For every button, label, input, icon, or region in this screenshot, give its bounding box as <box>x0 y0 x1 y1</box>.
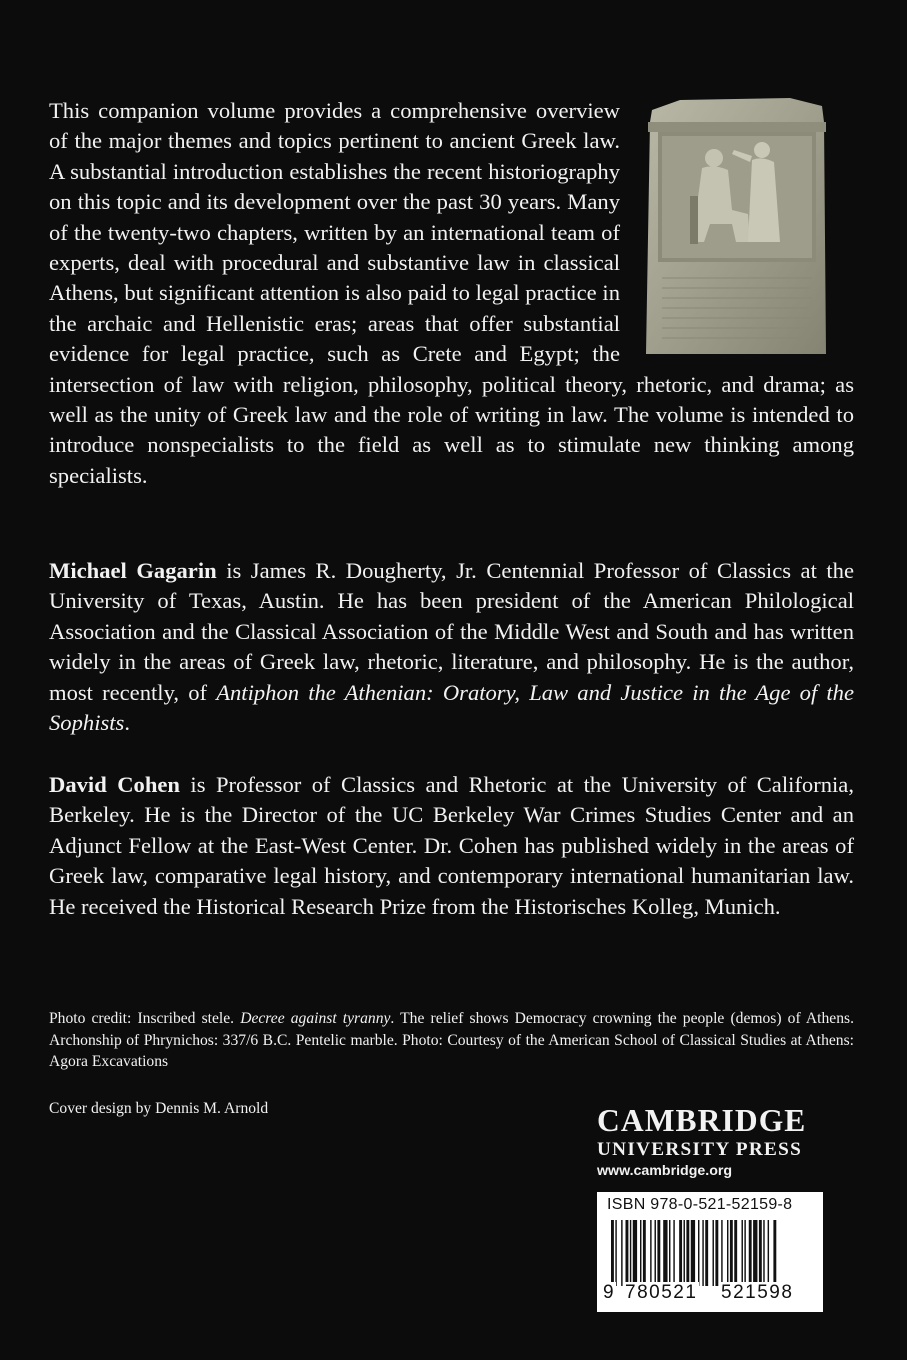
author-bio-gagarin: Michael Gagarin is James R. Dougherty, Jr. Centennial Professor of Classics at the University of Texas, Austin. He has been president of the American Philological Association and the Classical Association of the Middle West and South and has written widely in the areas of Greek law, rhetoric, literature, and philosophy. He is the author, most recently, of Antiphon the Athenian: Oratory, Law and Justice in the Age of the Sophists. <box>49 558 854 736</box>
author-name: Michael Gagarin <box>49 558 217 583</box>
isbn-label: ISBN 978-0-521-52159-8 <box>607 1196 793 1213</box>
barcode-bars <box>605 1220 815 1286</box>
publisher-subtitle: UNIVERSITY PRESS <box>597 1139 803 1160</box>
photo-credit: Photo credit: Inscribed stele. Decree against tyranny. The relief shows Democracy crowning the people (demos) of Athens. Archonship of Phrynichos: 337/6 B.C. Pentelic marble. Photo: Courtesy of the American School of Classical Studies at Athens: Agora Excavations <box>49 1010 854 1070</box>
blurb-paragraph: This companion volume provides a comprehensive overview of the major themes and topics pertinent to ancient Greek law. A substantial introduction establishes the recent historiography on this topic and its development over the past 30 years. Many of the twenty-two chapters, written by an international team of experts, deal with procedural and substantive law in classical Athens, but significant attention is also paid to legal practice in the archaic and Hellenistic eras; areas that offer substantial evidence for legal practice, such as Crete and Egypt; the intersection of law with religion, philosophy, political theory, rhetoric, and drama; as well as the unity of Greek law and the role of writing in law. The volume is intended to introduce nonspecialists to the field as well as to stimulate new thinking among specialists. <box>49 98 854 488</box>
book-title: Antiphon the Athenian: Oratory, Law and Justice in the Age of the Sophists <box>49 679 854 736</box>
author-bio-cohen: David Cohen is Professor of Classics and Rhetoric at the University of California, Berkeley. He is the Director of the UC Berkeley War Crimes Studies Center and an Adjunct Fellow at the East-West Center. Dr. Cohen has published widely in the areas of Greek law, comparative legal history, and contemporary international humanitarian law. He received the Historical Research Prize from the Historisches Kolleg, Munich. <box>49 772 854 919</box>
isbn-barcode <box>597 1192 823 1312</box>
publisher-url: www.cambridge.org <box>597 1163 733 1179</box>
ean-digits: 9 780521 521598 <box>603 1282 794 1303</box>
publisher-name: CAMBRIDGE <box>597 1103 807 1138</box>
cover-design-credit: Cover design by Dennis M. Arnold <box>49 1100 269 1117</box>
publisher-logo <box>597 1104 827 1181</box>
author-name: David Cohen <box>49 772 180 797</box>
